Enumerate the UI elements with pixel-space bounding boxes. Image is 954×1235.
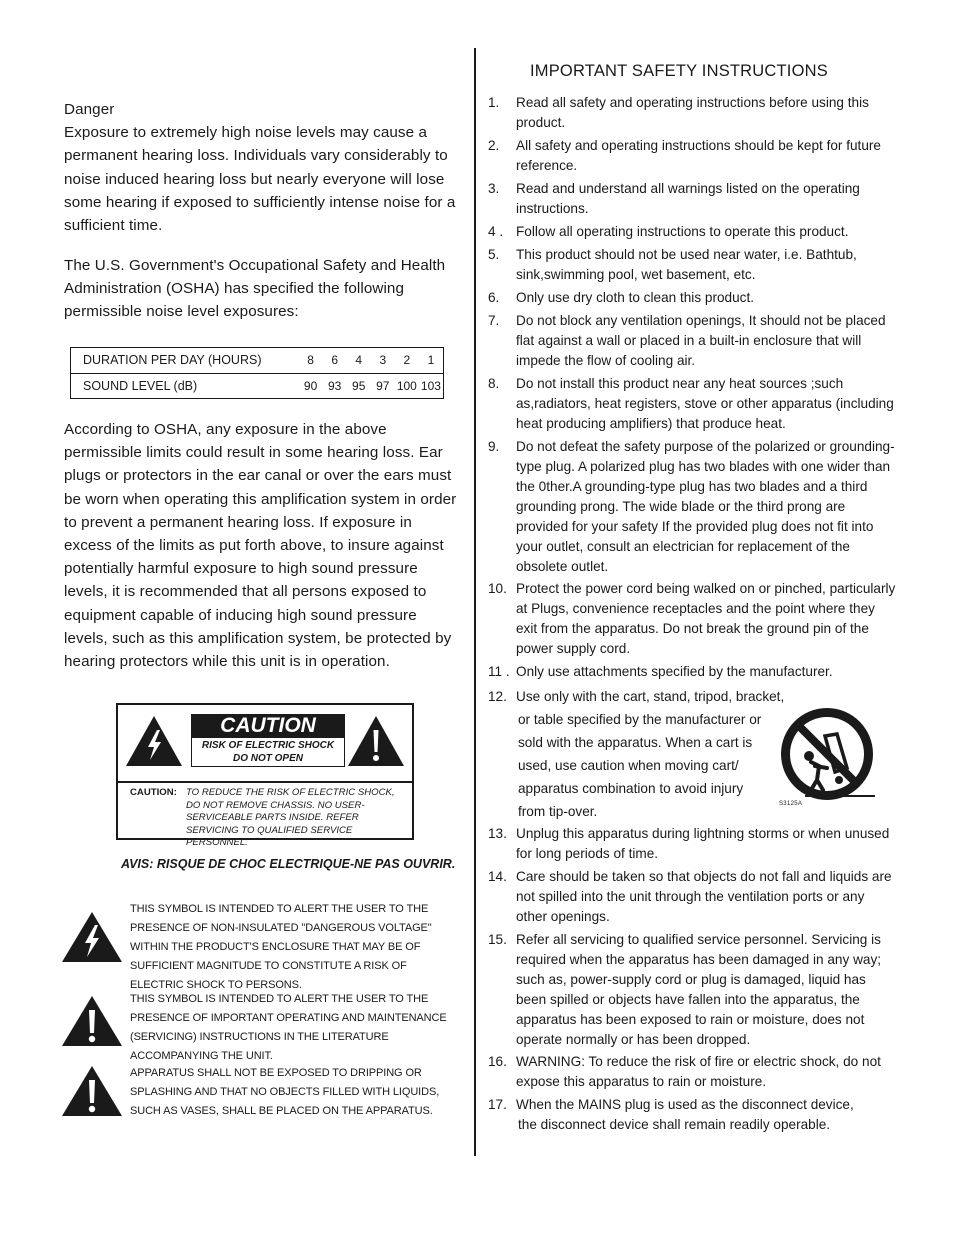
noise-exposure-table <box>70 347 444 399</box>
list-item <box>488 222 898 242</box>
table-cell: 3 <box>379 353 387 368</box>
list-item <box>488 136 898 176</box>
item-number: 10. <box>488 581 507 596</box>
table-cell: 2 <box>403 353 411 368</box>
caution-subtitle <box>191 738 345 767</box>
item-text-line: from tip-over. <box>518 804 598 819</box>
duration-label: DURATION PER DAY (HOURS) <box>83 353 262 368</box>
list-item <box>488 374 898 434</box>
item-number: 17. <box>488 1097 507 1112</box>
caution-sub-line: RISK OF ELECTRIC SHOCK <box>201 740 335 751</box>
table-cell: 8 <box>307 353 314 368</box>
item-text: All safety and operating instructions should be kept for future reference. <box>516 138 881 173</box>
item-text: Read and understand all warnings listed on the operating instructions. <box>516 181 860 216</box>
item-text: Read all safety and operating instructions before using this product. <box>516 95 869 130</box>
exclamation-triangle-icon <box>60 1064 124 1118</box>
list-item <box>488 93 898 133</box>
item-text: Protect the power cord being walked on or pinched, particularly at Plugs, convenience receptacles and the point where they exit from the apparatus. Do not break the ground pin of the power supply cord. <box>516 581 896 656</box>
safety-instructions-title: IMPORTANT SAFETY INSTRUCTIONS <box>530 62 828 80</box>
danger-heading: Danger <box>64 101 115 118</box>
symbol-text: APPARATUS SHALL NOT BE EXPOSED TO DRIPPING OR SPLASHING AND THAT NO OBJECTS FILLED WITH LIQUIDS, SUCH AS VASES, SHALL BE PLACED ON THE APPARATUS. <box>130 1067 440 1117</box>
caution-sub-line: DO NOT OPEN <box>232 753 303 764</box>
table-row <box>71 373 444 399</box>
table-cell: 1 <box>427 353 435 368</box>
list-item <box>488 662 898 682</box>
lightning-triangle-icon <box>124 714 184 768</box>
item-number: 13. <box>488 826 507 841</box>
table-cell: 6 <box>331 353 338 368</box>
item-text-line: or table specified by the manufacturer or <box>518 712 762 727</box>
caution-label-box <box>116 703 414 849</box>
item-text: Do not install this product near any heat sources ;such as,radiators, heat registers, stove or other apparatus (including heat producing amplifiers) that produce heat. <box>516 376 894 431</box>
list-item <box>488 867 898 927</box>
list-item <box>488 437 898 577</box>
item-number: 15. <box>488 932 507 947</box>
symbol-text: THIS SYMBOL IS INTENDED TO ALERT THE USER TO THE PRESENCE OF IMPORTANT OPERATING AND MAINTENANCE (SERVICING) INSTRUCTIONS IN THE LITERATURE ACCOMPANYING THE UNIT. <box>130 993 447 1062</box>
item-text-line: apparatus combination to avoid injury <box>518 781 744 796</box>
item-number: 3. <box>488 181 500 196</box>
list-item <box>488 930 898 1050</box>
list-item <box>488 288 898 308</box>
table-cell: 100 <box>395 373 419 399</box>
table-cell: 97 <box>371 373 395 399</box>
column-divider <box>474 48 476 1156</box>
exclamation-triangle-icon <box>60 994 124 1048</box>
item-number: 5. <box>488 247 500 262</box>
item-number: 2. <box>488 138 500 153</box>
caution-header <box>118 705 412 783</box>
exclamation-triangle-icon <box>346 714 406 768</box>
table-cell: 95 <box>347 373 371 399</box>
list-item <box>488 1095 898 1135</box>
item-number: 11 . <box>488 664 510 679</box>
item-text: Follow all operating instructions to operate this product. <box>516 224 849 239</box>
item-number: 1. <box>488 95 500 110</box>
item-text: Only use dry cloth to clean this product. <box>516 290 755 305</box>
list-item <box>488 311 898 371</box>
danger-text: Exposure to extremely high noise levels may cause a permanent hearing loss. Individuals vary considerably to noise induced hearing loss but nearly everyone will lose some hearing if exposed to sufficiently intense noise for a sufficient time. <box>64 124 456 235</box>
list-item <box>488 245 898 285</box>
table-cell: 93 <box>323 373 347 399</box>
table-cell: 90 <box>299 373 323 399</box>
list-item <box>488 579 898 659</box>
list-item <box>488 824 898 864</box>
item-text: When the MAINS plug is used as the disconnect device, <box>516 1097 854 1112</box>
lightning-triangle-icon <box>60 910 124 964</box>
osha-text: The U.S. Government's Occupational Safety and Health Administration (OSHA) has specified the following permissible noise level exposures: <box>64 257 446 321</box>
item-text: WARNING: To reduce the risk of fire or electric shock, do not expose this apparatus to rain or moisture. <box>516 1054 881 1089</box>
item-number: 6. <box>488 290 500 305</box>
caution-warning-text <box>130 787 410 850</box>
item-text: This product should not be used near water, i.e. Bathtub, sink,swimming pool, wet basement, etc. <box>516 247 857 282</box>
item-number: 4 . <box>488 224 504 239</box>
item-text: Use only with the cart, stand, tripod, bracket, <box>516 689 785 704</box>
avis-warning: AVIS: RISQUE DE CHOC ELECTRIQUE-NE PAS OUVRIR. <box>121 857 456 871</box>
caution-center <box>191 714 345 767</box>
item-number: 8. <box>488 376 500 391</box>
according-text: According to OSHA, any exposure in the above permissible limits could result in some hearing loss. Ear plugs or protectors in the ear canal or over the ears must be worn when operating this amplification system in order to prevent a permanent hearing loss. If exposure in excess of the limits as put forth above, to insure against potentially harmful exposure to high sound pressure levels, it is recommended that all persons exposed to equipment capable of inducing high sound pressure levels, such as this amplification system, be protected by hearing protectors while this unit is in operation. <box>64 421 457 671</box>
table-cell: 4 <box>355 353 363 368</box>
caution-title: CAUTION <box>191 714 345 738</box>
caution-bottom-label: CAUTION: <box>130 787 177 798</box>
item-number: 9. <box>488 439 500 454</box>
sound-level-label: SOUND LEVEL (dB) <box>71 373 299 399</box>
item-number: 14. <box>488 869 507 884</box>
item-text: Refer all servicing to qualified service personnel. Servicing is required when the apparatus has been damaged in any way; such as, power-supply cord or plug is damaged, liquid has been spilled or objects have fallen into the apparatus, the apparatus has been exposed to rain or moisture, does not operate normally or has been dropped. <box>516 932 882 1047</box>
item-text-line: used, use caution when moving cart/ <box>518 758 739 773</box>
caution-bottom-text: TO REDUCE THE RISK OF ELECTRIC SHOCK, DO NOT REMOVE CHASSIS. NO USER-SERVICEABLE PARTS INSIDE. REFER SERVICING TO QUALIFIED SERVICE PERSONNEL. <box>186 787 395 849</box>
item-number: 16. <box>488 1054 507 1069</box>
item-text: Care should be taken so that objects do not fall and liquids are not spilled into the unit through the ventilation ports or any other openings. <box>516 869 892 924</box>
list-item <box>488 179 898 219</box>
danger-section <box>64 98 459 237</box>
symbol-text: THIS SYMBOL IS INTENDED TO ALERT THE USER TO THE PRESENCE OF NON-INSULATED "DANGEROUS VOLTAGE" WITHIN THE PRODUCT'S ENCLOSURE THAT MAY BE OF SUFFICIENT MAGNITUDE TO CONSTITUTE A RISK OF ELECTRIC SHOCK TO PERSONS. <box>130 903 432 991</box>
item-number: 7. <box>488 313 500 328</box>
item-number: 12. <box>488 689 507 704</box>
table-cell: 103 <box>419 373 444 399</box>
list-item <box>488 1052 898 1092</box>
item-text: Only use attachments specified by the manufacturer. <box>516 664 833 679</box>
item-text-line: the disconnect device shall remain readily operable. <box>518 1117 831 1132</box>
cart-code: S3125A <box>779 801 803 807</box>
item-text-line: sold with the apparatus. When a cart is <box>518 735 753 750</box>
cart-tip-over-icon <box>775 706 879 802</box>
item-text: Do not defeat the safety purpose of the polarized or grounding-type plug. A polarized plug has two blades with one wider than the 0ther.A grounding-type plug has two blades and a third grounding prong. The wide blade or the third prong are provided for your safety If the provided plug does not fit into your outlet, consult an electrician for replacement of the obsolete outlet. <box>516 439 895 574</box>
item-text: Do not block any ventilation openings, It should not be placed flat against a wall or placed in a built-in enclosure that will impede the flow of cooling air. <box>516 313 886 368</box>
table-row <box>71 348 444 374</box>
item-text: Unplug this apparatus during lightning storms or when unused for long periods of time. <box>516 826 890 861</box>
